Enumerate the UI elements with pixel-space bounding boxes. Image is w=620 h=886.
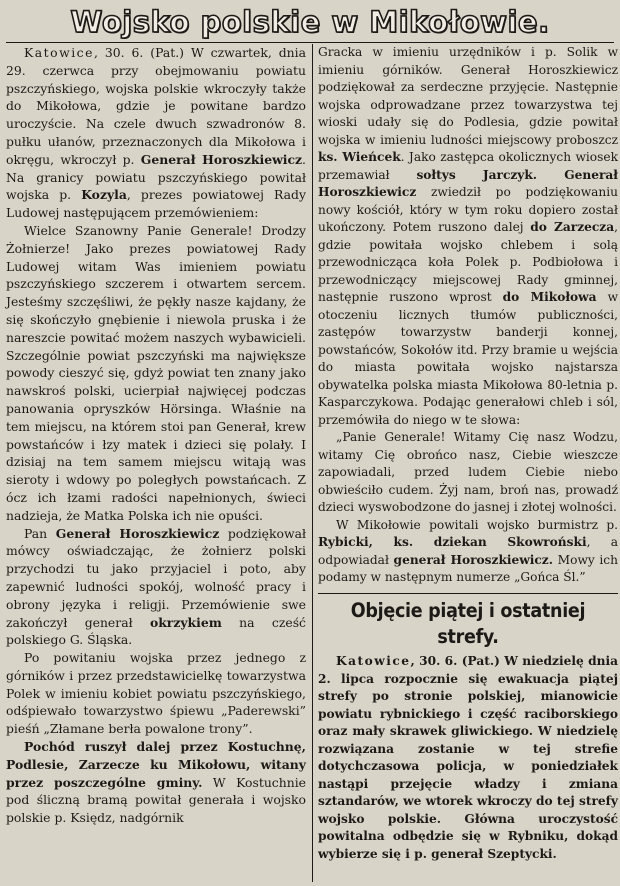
- dateline-place: Katowice: [336, 653, 411, 668]
- bold-text: do Mikołowa: [502, 290, 597, 305]
- paragraph-3: [6, 525, 306, 650]
- bold-text: Rybicki, ks. dziekan Skowroński: [318, 535, 587, 550]
- bold-text: Generał Horoszkiewicz: [55, 525, 220, 541]
- bold-text: , 30. 6. (Pat.) W niedzielę dnia 2. lipca rozpocznie się ewakuacja piątej strefy po stronie polskiej, mianowicie powiatu rybnickiego i część raciborskiego oraz mały skrawek gliwickiego. W niedzielę rozwiązana zostanie w tej strefie dotychczasowa policja, w poniedziałek nastąpi przejęcie władzy i zmiana sztandarów, we wtorek wkroczy do tej strefy wojsko polskie. Główna uroczystość powitalna odbędzie się w Rybniku, dokąd wybierze się i p. generał Szeptycki.: [318, 653, 618, 861]
- text: Mowy ich podamy w następnym numerze „Gońca Śl.”: [318, 552, 618, 585]
- paragraph-2: Wielce Szanowny Panie Generale! Drodzy Żołnierze! Jako prezes powiatowej Rady Ludowej witam Was imieniem powiatu pszczyńskiego szczerem i otwartem sercem. Jesteśmy szczęśliwi, że pękły nasze kajdany, że się skończyło gnębienie i niewola pruska i że nareszcie powitać możem naszych wybawicieli. Szczególnie powiat pszczyński ma największe powody cieszyć się, gdyż powiat ten znany jako nawskroś polski, ucierpiał najwięcej podczas panowania opryszków Hörsinga. Właśnie na tem miejscu, na którem stoi pan Generał, krew powstańców i łzy matek i dzieci się polały. I dzisiaj na tem samem miejscu witają was sieroty i wdowy po poległych powstańcach. Z ócz ich łzami radości napełnionych, świeci nadzieja, że Matka Polska ich nie opuści.: [6, 222, 306, 523]
- paragraph-5: [6, 738, 306, 827]
- bold-text: ks. Wieńcek: [318, 150, 401, 165]
- text: . Jako zastępca okolicznych wiosek przemawiał: [318, 150, 618, 182]
- text: zwiedził po podziękowaniu nowy kościół, który w tym roku dopiero został ukończony. Potem ruszono dalej: [318, 185, 618, 235]
- dateline-place: Katowice: [24, 45, 94, 60]
- text: . Na granicy powiatu pszczyńskiego powitał wojska p.: [6, 151, 306, 203]
- bold-text: Kozyla: [81, 187, 127, 203]
- left-column: [6, 44, 306, 827]
- paragraph-continued: [318, 44, 618, 429]
- text: Pan: [24, 525, 56, 541]
- text: W Kostuchnie pod śliczną bramą powitał generała i wojsko polskie p. Księdz, nadgórnik: [6, 774, 306, 826]
- text: podziękował mówcy oświadczając, że żołnierz polski przychodzi tu jako przyjaciel i poto, aby zapewnić ludności spokój, wolność pracy i obrony języka i religji. Przemówienie swe zakończył generał: [6, 525, 306, 630]
- article-2-paragraph: [318, 653, 618, 863]
- text: W Mikołowie powitali wojsko burmistrz p.: [336, 517, 618, 532]
- bold-text: do Zarzecza: [530, 220, 615, 235]
- paragraph-1: [6, 44, 306, 222]
- speech-quote: „Panie Generale! Witamy Cię nasz Wodzu, witamy Cię obrońco nasz, Ciebie wieszcze zapowiadali, przed ludem Ciebie niebo obwieściło cudem. Żyj nam, broń nas, prowadź dzieci wyswobodzone do jasnej i złotej wolności.: [318, 430, 618, 515]
- column-divider: [312, 44, 313, 882]
- text: Gracka w imieniu urzędników i p. Solik w imieniu górników. Generał Horoszkiewicz podziękował za serdeczne przyjęcie. Następnie wojska odprowadzane przez towarzystwa tej wioski udały się do Podlesia, gdzie powitał wojska w imieniu ludności miejscowy proboszcz: [318, 45, 618, 147]
- headline-rule: [6, 42, 614, 43]
- bold-text: sołtys Jarczyk. Generał Horoszkiewicz: [318, 167, 618, 200]
- right-column: [318, 44, 618, 863]
- paragraph-4: Po powitaniu wojska przez jednego z górników i przez przedstawicielkę towarzystwa Polek w imieniu kobiet powiatu pszczyńskiego, odśpiewało towarzystwo śpiewu „Paderewski” pieśń „Złamane berła powalone trony”.: [6, 650, 306, 737]
- article-divider: [318, 593, 618, 594]
- subheadline: Objęcie piątej i ostatniej strefy.: [350, 598, 586, 648]
- text: w otoczeniu licznych tłumów publiczności, zastępów towarzystw banderji konnej, powstańców, Sokołów itd. Przy bramie u wejścia do miasta powitała wojsko najstarsza obywatelka polska miasta Mikołowa 80-letnia p. Kasparczykowa. Podając generałowi chleb i sól, przemówiła do niego w te słowa:: [318, 290, 619, 427]
- text: na cześć polskiego G. Śląska.: [6, 614, 306, 648]
- headline: Wojsko polskie w Mikołowie.: [70, 5, 550, 39]
- text: , a odpowiadał: [318, 535, 619, 567]
- bold-text: okrzykiem: [149, 614, 222, 630]
- text: , gdzie powitała wojsko chlebem i solą przewodnicząca koła Polek p. Podbiołowa i przewodniczący miejscowej Rady gminnej, następnie ruszono wprost: [318, 220, 618, 305]
- bold-text: Pochód ruszył dalej przez Kostuchnę, Podlesie, Zarzecze ku Mikołowu, witany przez poszczególne gminy.: [6, 739, 306, 790]
- bold-text: generał Horoszkiewicz.: [393, 552, 553, 567]
- text: , 30. 6. (Pat.) W czwartek, dnia 29. czerwca przy obejmowaniu powiatu pszczyńskiego, wojska polskie wkroczyły także do Mikołowa, gdzie je powitane bardzo uroczyście. Na czele dwuch szwadronów 8. pułku ułanów, przeznaczonych dla Mikołowa i okręgu, wkroczył p.: [6, 45, 306, 167]
- bold-text: Generał Horoszkiewicz: [140, 151, 303, 167]
- paragraph-greeting: [318, 517, 618, 587]
- text: , prezes powiatowej Rady Ludowej następującem przemówieniem:: [6, 187, 306, 221]
